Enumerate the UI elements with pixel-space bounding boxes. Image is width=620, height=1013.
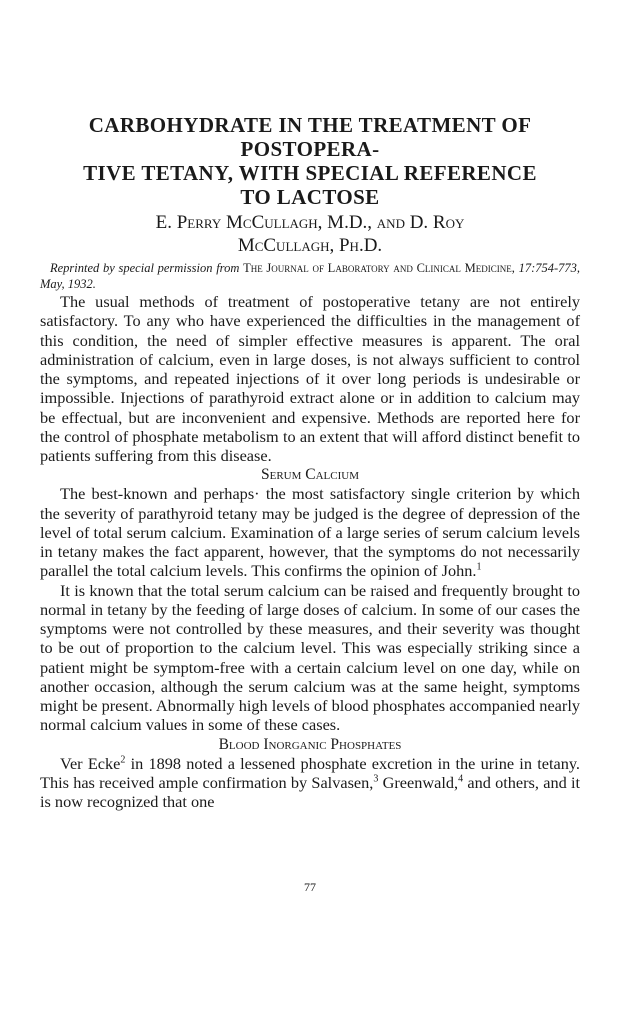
paragraph-phosphates bbox=[40, 754, 580, 812]
title-line-3: TO LACTOSE bbox=[240, 185, 380, 209]
title-line-1: CARBOHYDRATE IN THE TREATMENT OF POSTOPERA- bbox=[88, 113, 532, 161]
title-line-2: TIVE TETANY, WITH SPECIAL REFERENCE bbox=[83, 161, 537, 185]
author-line-1: E. Perry McCullagh, M.D., and D. Roy bbox=[155, 212, 465, 233]
footnote-ref: 3 bbox=[373, 773, 379, 785]
paragraph-text: Ver Ecke bbox=[60, 753, 121, 773]
section-heading-phosphates: Blood Inorganic Phosphates bbox=[218, 735, 402, 753]
footnote-ref: 4 bbox=[458, 773, 464, 785]
article-title bbox=[40, 113, 580, 209]
paragraph-intro: The usual methods of treatment of postoperative tetany are not entirely satisfactory. To any who have experienced the difficulties in the management of this condition, the need of simpler effective measures is apparent. The oral administration of calcium, even in large doses, is not always sufficient to control the symptoms, and repeated injections of it over long periods is undesirable or impossible. Injections of parathyroid extract alone or in addition to calcium may be effectual, but are inconvenient and expensive. Methods are reported here for the control of phosphate metabolism to an extent that will afford distinct benefit to patients suffering from this disease. bbox=[40, 292, 580, 465]
footnote-ref: 2 bbox=[120, 754, 126, 766]
footnote-ref: 1 bbox=[476, 561, 482, 573]
paragraph-text: in 1898 noted a lessened phosphate excretion in the urine in tetany. This has received ample confirmation by Salvasen, bbox=[40, 753, 580, 792]
paragraph-text: Greenwald, bbox=[378, 772, 459, 792]
reprint-notice bbox=[40, 260, 580, 292]
paragraph-text: and others, and it is now recognized that one bbox=[40, 772, 581, 811]
journal-name: The Journal of Laboratory and Clinical Medicine, bbox=[243, 261, 515, 275]
paragraph-serum-calcium-1 bbox=[40, 484, 580, 580]
paragraph-text: The best-known and perhaps· the most satisfactory single criterion by which the severity of parathyroid tetany may be judged is the degree of depression of the level of total serum calcium. Examination of a large series of serum calcium levels in tetany makes the fact apparent, however, that the symptoms do not necessarily parallel the total calcium levels. This confirms the opinion of John. bbox=[40, 484, 580, 581]
author-line bbox=[40, 211, 580, 257]
journal-citation: 17:754-773, May, 1932. bbox=[40, 261, 581, 291]
page-number: 77 bbox=[304, 880, 316, 894]
article-page bbox=[40, 113, 580, 811]
reprint-label: Reprinted by special permission from bbox=[50, 261, 240, 275]
paragraph-serum-calcium-2: It is known that the total serum calcium can be raised and frequently brought to normal in tetany by the feeding of large doses of calcium. In some of our cases the symptoms were not controlled by these measures, and their severity was thought to be out of proportion to the calcium level. This was especially striking since a patient might be symptom-free with a certain calcium level on one day, while on another occasion, although the serum calcium was at the same height, symptoms might be present. Abnormally high levels of blood phosphates accompanied nearly normal calcium values in some of these cases. bbox=[40, 580, 580, 735]
author-line-2: McCullagh, Ph.D. bbox=[237, 235, 383, 256]
section-heading-serum-calcium: Serum Calcium bbox=[260, 466, 359, 484]
